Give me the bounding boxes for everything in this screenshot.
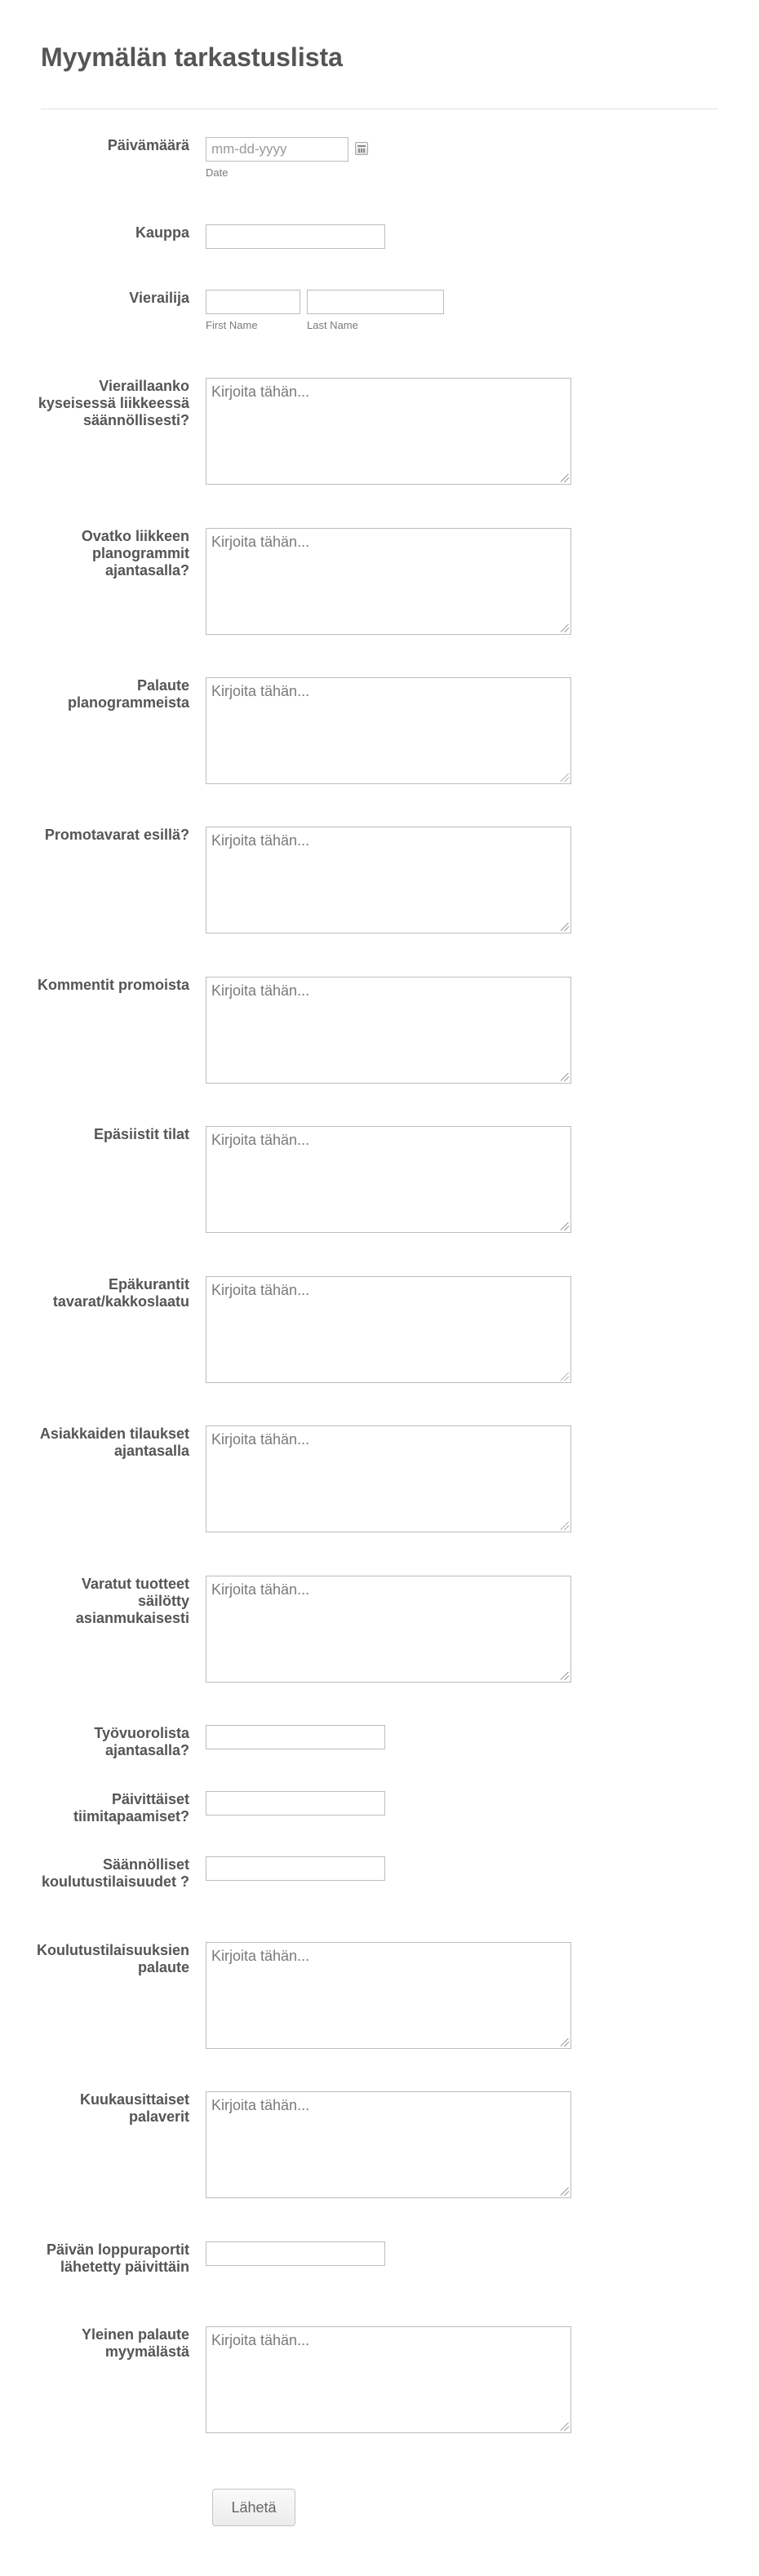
question-row xyxy=(0,1425,759,1532)
report-label: Päivän loppuraportit lähetetty päivittäin xyxy=(46,2241,189,2275)
date-input[interactable] xyxy=(206,137,348,162)
question-row xyxy=(0,378,759,485)
question-textarea[interactable] xyxy=(206,528,571,635)
question-label: Promotavarat esillä? xyxy=(44,827,189,843)
question-row xyxy=(0,827,759,933)
short-question-label: Päivittäiset tiimitapaamiset? xyxy=(73,1791,189,1824)
question-row xyxy=(0,1576,759,1683)
submit-button[interactable]: Lähetä xyxy=(212,2489,295,2526)
store-input[interactable] xyxy=(206,224,385,249)
general-feedback-textarea[interactable] xyxy=(206,2326,571,2433)
question-row xyxy=(0,1276,759,1383)
question-label: Epäkurantit tavarat/kakkoslaatu xyxy=(52,1276,189,1310)
question-row xyxy=(0,528,759,635)
date-label: Päivämäärä xyxy=(107,137,189,153)
question-row xyxy=(0,1942,759,2049)
question-row xyxy=(0,1126,759,1233)
last-name-sublabel: Last Name xyxy=(307,319,358,331)
question-label: Kommentit promoista xyxy=(37,977,189,993)
form-title: Myymälän tarkastuslista xyxy=(41,42,343,72)
short-question-label: Työvuorolista ajantasalla? xyxy=(94,1725,189,1758)
store-label: Kauppa xyxy=(135,224,189,241)
question-label: Vieraillaanko kyseisessä liikkeessä säännöllisesti? xyxy=(38,378,189,428)
question-label: Palaute planogrammeista xyxy=(67,677,189,711)
question-label: Koulutustilaisuuksien palaute xyxy=(36,1942,189,1975)
question-textarea[interactable] xyxy=(206,1425,571,1532)
question-textarea[interactable] xyxy=(206,1126,571,1233)
question-label: Epäsiistit tilat xyxy=(93,1126,189,1142)
question-textarea[interactable] xyxy=(206,1576,571,1683)
question-label: Ovatko liikkeen planogrammit ajantasalla? xyxy=(81,528,189,579)
question-label: Asiakkaiden tilaukset ajantasalla xyxy=(39,1425,189,1459)
question-textarea[interactable] xyxy=(206,378,571,485)
short-question-input[interactable] xyxy=(206,1856,385,1881)
question-label: Varatut tuotteet säilötty asianmukaisesti xyxy=(75,1576,189,1626)
question-textarea[interactable] xyxy=(206,1276,571,1383)
question-row xyxy=(0,2091,759,2198)
question-label: Kuukausittaiset palaverit xyxy=(79,2091,189,2125)
first-name-input[interactable] xyxy=(206,290,300,314)
date-sublabel: Date xyxy=(206,166,229,179)
first-name-sublabel: First Name xyxy=(206,319,258,331)
question-row xyxy=(0,677,759,784)
general-feedback-row xyxy=(0,2326,759,2433)
question-row xyxy=(0,977,759,1084)
short-question-input[interactable] xyxy=(206,1791,385,1816)
question-textarea[interactable] xyxy=(206,1942,571,2049)
visitor-label: Vierailija xyxy=(129,290,189,306)
general-feedback-label: Yleinen palaute myymälästä xyxy=(81,2326,189,2360)
last-name-input[interactable] xyxy=(307,290,444,314)
short-question-label: Säännölliset koulutustilaisuudet ? xyxy=(41,1856,189,1890)
question-textarea[interactable] xyxy=(206,2091,571,2198)
short-question-input[interactable] xyxy=(206,1725,385,1749)
question-textarea[interactable] xyxy=(206,827,571,933)
report-input[interactable] xyxy=(206,2241,385,2266)
question-textarea[interactable] xyxy=(206,677,571,784)
question-textarea[interactable] xyxy=(206,977,571,1084)
calendar-icon[interactable] xyxy=(355,142,368,155)
